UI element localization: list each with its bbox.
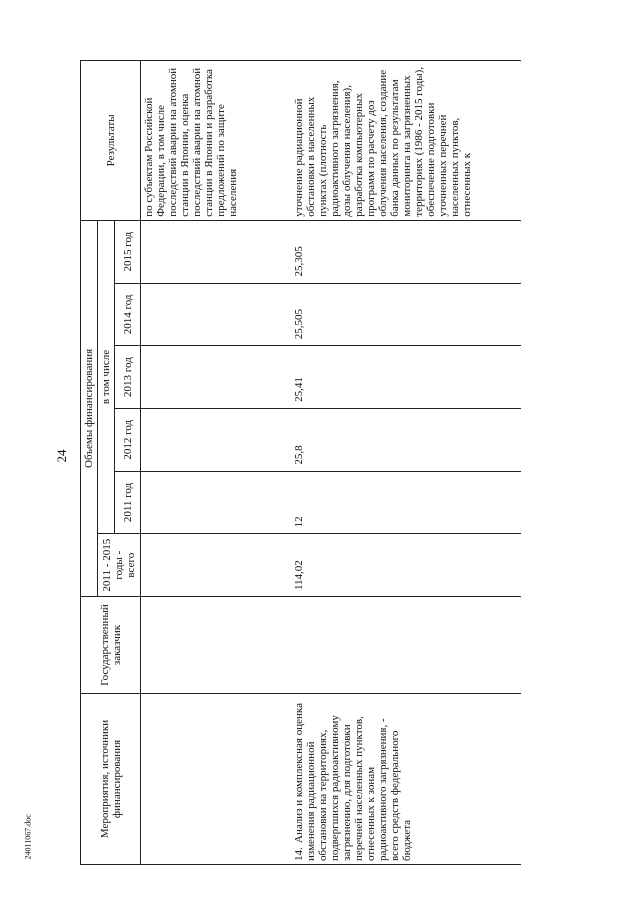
funding-table [80, 60, 521, 865]
row14-total: 114,02 [291, 534, 521, 597]
table-row [291, 61, 521, 865]
rotated-table-wrapper [80, 60, 560, 865]
row14-2015: 25,305 [291, 220, 521, 283]
page-number: 24 [54, 449, 69, 463]
row14-customer [291, 597, 521, 694]
header-customer: Государственный заказчик [81, 597, 141, 694]
header-2014: 2014 год [115, 283, 141, 346]
header-2012: 2012 год [115, 408, 141, 471]
row14-measure: Анализ и комплексная оценка изменения радиационной обстановки на территориях, подвергшихся радиоактивному загрязнению, для подготовки перечней населенных пунктов, отнесенных к зонам радиоактивного загрязнения, - всего средств федерального бюджета [292, 703, 413, 861]
row14-2013: 25,41 [291, 346, 521, 409]
header-funding: Объемы финансирования [81, 220, 98, 596]
continuation-result: по субъектам Российской Федерации, в том числе последствий аварии на атомной станции в Японии, оценка последствий аварии на атомной станции в Японии и разработка предложений по защите населения [141, 61, 291, 221]
header-2013: 2013 год [115, 346, 141, 409]
header-measures: Мероприятия, источники финансирования [81, 693, 141, 864]
header-results: Результаты [81, 61, 141, 221]
row14-2014: 25,505 [291, 283, 521, 346]
row14-2011: 12 [291, 471, 521, 534]
row14-measure-cell [291, 693, 521, 864]
row14-number: 14. [292, 847, 305, 861]
header-total: 2011 - 2015 годы - всего [98, 534, 141, 597]
header-2011: 2011 год [115, 471, 141, 534]
footer-filename: 24011067.doc [23, 814, 33, 860]
row14-2012: 25,8 [291, 408, 521, 471]
header-including: в том числе [98, 220, 115, 534]
table-row [141, 61, 291, 865]
header-2015: 2015 год [115, 220, 141, 283]
row14-result: уточнение радиационной обстановки в населенных пунктах (плотность радиоактивного загрязнения, дозы облучения населения), разработка компьютерных программ по расчету доз облучения населения, создание банка данных по результатам мониторинга на загрязненных территориях (1986 - 2015 годы), обеспечение подготовки уточненных перечней населенных пунктов, отнесенных к [291, 61, 521, 221]
